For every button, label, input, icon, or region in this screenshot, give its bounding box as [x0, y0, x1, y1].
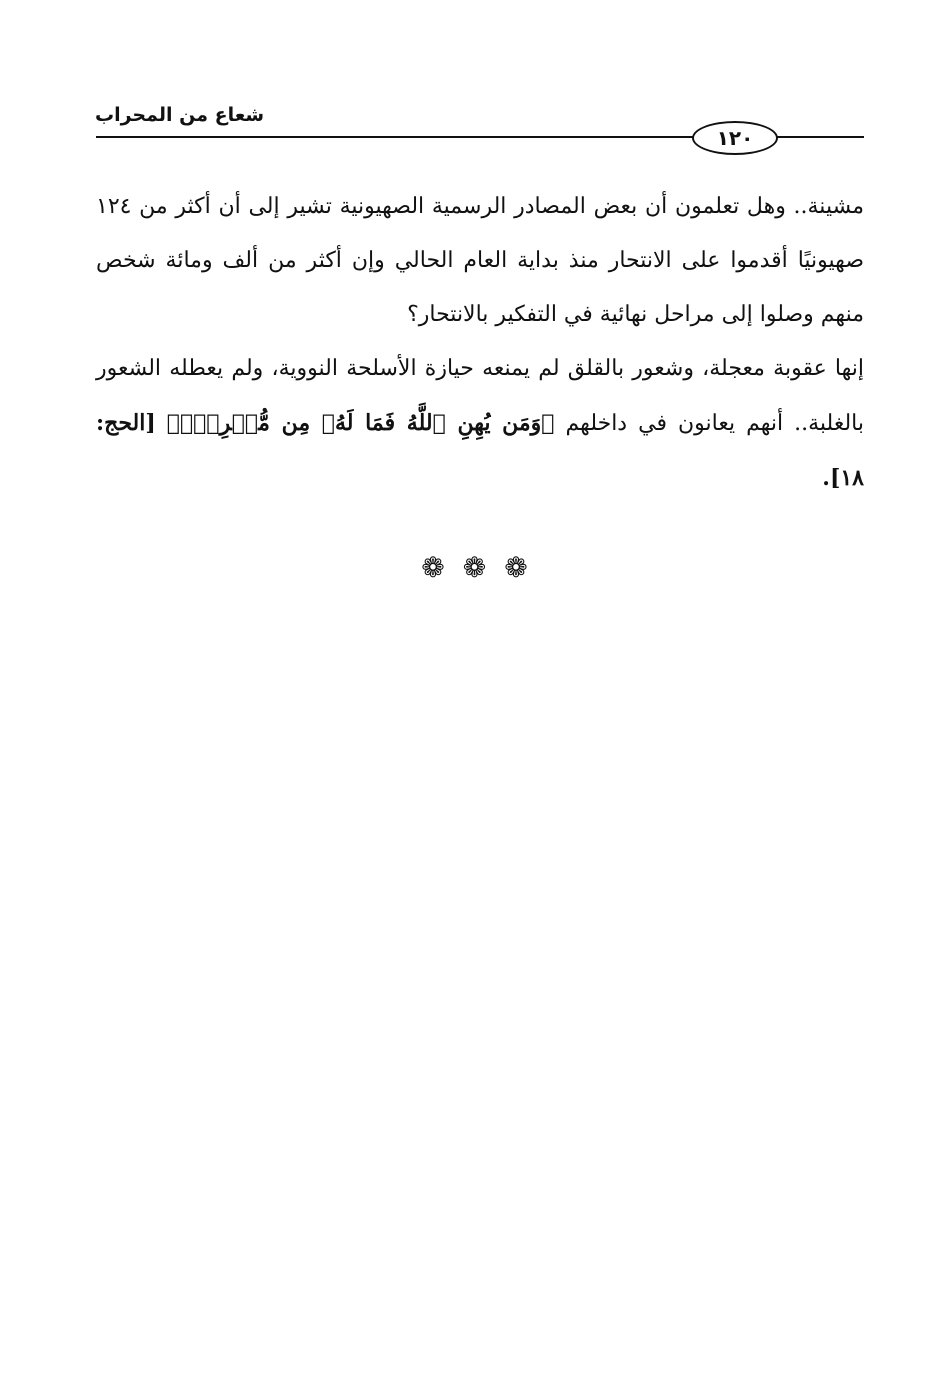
body-text	[96, 180, 864, 506]
flower-ornament-icon: ❁	[421, 551, 445, 584]
section-separator	[0, 548, 949, 588]
flower-ornament-icon: ❁	[504, 551, 528, 584]
page-number-badge: ١٢٠	[692, 121, 778, 155]
quran-reference: [الحج: ١٨].	[96, 410, 864, 491]
paragraph-2-text: إنها عقوبة معجلة، وشعور بالقلق لم يمنعه حيازة الأسلحة النووية، ولم يعطله الشعور بالغلبة.. أنهم يعانون في داخلهم	[96, 356, 864, 436]
running-header-title: شعاع من المحراب	[95, 104, 265, 126]
flower-ornament-icon: ❁	[462, 551, 487, 584]
paragraph-2	[96, 342, 864, 506]
quran-quote: ﴿وَمَن يُهِنِ ٱللَّهُ فَمَا لَهُۥ مِن مُّكۡرِمٍۚ﴾	[166, 410, 555, 436]
paragraph-1: مشينة.. وهل تعلمون أن بعض المصادر الرسمية الصهيونية تشير إلى أن أكثر من ١٢٤ صهيونيًا أقدموا على الانتحار منذ بداية العام الحالي وإن أكثر من ألف ومائة شخص منهم وصلوا إلى مراحل نهائية في التفكير بالانتحار؟	[96, 194, 864, 327]
